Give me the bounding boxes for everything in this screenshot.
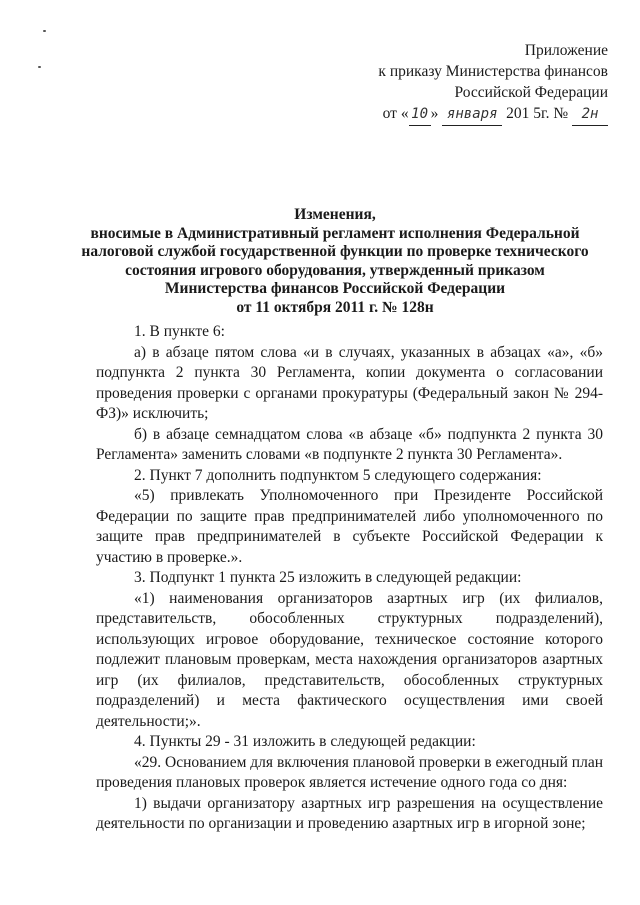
document-body xyxy=(96,322,603,835)
order-date-line xyxy=(378,103,608,126)
date-prefix: от « xyxy=(382,105,409,122)
title-line: состояния игрового оборудования, утвержденный приказом xyxy=(125,261,545,279)
title-line: вносимые в Административный регламент исполнения Федеральной xyxy=(90,224,580,242)
date-month: января xyxy=(442,104,502,126)
scan-speck xyxy=(38,66,41,68)
paragraph: 1) выдачи организатору азартных игр разрешения на осуществление деятельности по организации и проведению азартных игр в игорной зоне; xyxy=(96,794,603,832)
document-title xyxy=(70,206,600,317)
paragraph: 3. Подпункт 1 пункта 25 изложить в следующей редакции: xyxy=(134,569,522,586)
appendix-header xyxy=(378,40,608,126)
appendix-label: Приложение xyxy=(524,42,608,59)
paragraph: «5) привлекать Уполномоченного при Президенте Российской Федерации по защите прав предпринимателей либо уполномоченного по защите прав предпринимателей в субъекте Российской Федерации к участию в проверке.». xyxy=(96,487,603,566)
title-line: от 11 октября 2011 г. № 128н xyxy=(236,298,434,316)
title-line: Изменения, xyxy=(294,206,376,223)
order-reference: к приказу Министерства финансов xyxy=(378,63,608,80)
title-line: налоговой службой государственной функции по проверке технического xyxy=(81,243,589,260)
paragraph: 1. В пункте 6: xyxy=(134,323,225,340)
paragraph: а) в абзаце пятом слова «и в случаях, указанных в абзацах «а», «б» подпункта 2 пункта 30 Регламента, копии документа о согласовании проведения проверки с органами прокуратуры (Федеральный закон № 294-ФЗ)» исключить; xyxy=(96,343,603,422)
title-line: Министерства финансов Российской Федерации xyxy=(164,280,506,297)
scan-speck xyxy=(43,30,46,32)
paragraph: «1) наименования организаторов азартных игр (их филиалов, представительств, обособленных структурных подразделений), использующих игровое оборудование, техническое состояние которого подлежит плановым проверкам, места нахождения организаторов азартных игр (их филиалов, представительств, обособленных структурных подразделений) и места фактического осуществления ими своей деятельности;». xyxy=(96,589,603,730)
paragraph: 2. Пункт 7 дополнить подпунктом 5 следующего содержания: xyxy=(134,466,542,484)
date-year: 201 5г. xyxy=(506,105,550,122)
ministry-name: Российской Федерации xyxy=(454,84,608,101)
date-mid: » xyxy=(430,105,439,122)
paragraph: б) в абзаце семнадцатом слова «в абзаце «б» подпункта 2 пункта 30 Регламента» заменить словами «в подпункте 2 пункта 30 Регламента». xyxy=(96,425,603,463)
paragraph: 4. Пункты 29 - 31 изложить в следующей редакции: xyxy=(134,733,476,750)
paragraph: «29. Основанием для включения плановой проверки в ежегодный план проведения плановых проверок является истечение одного года со дня: xyxy=(96,753,603,791)
order-number: 2н xyxy=(572,104,608,126)
date-day: 10 xyxy=(409,104,431,126)
number-sign: № xyxy=(553,105,569,122)
